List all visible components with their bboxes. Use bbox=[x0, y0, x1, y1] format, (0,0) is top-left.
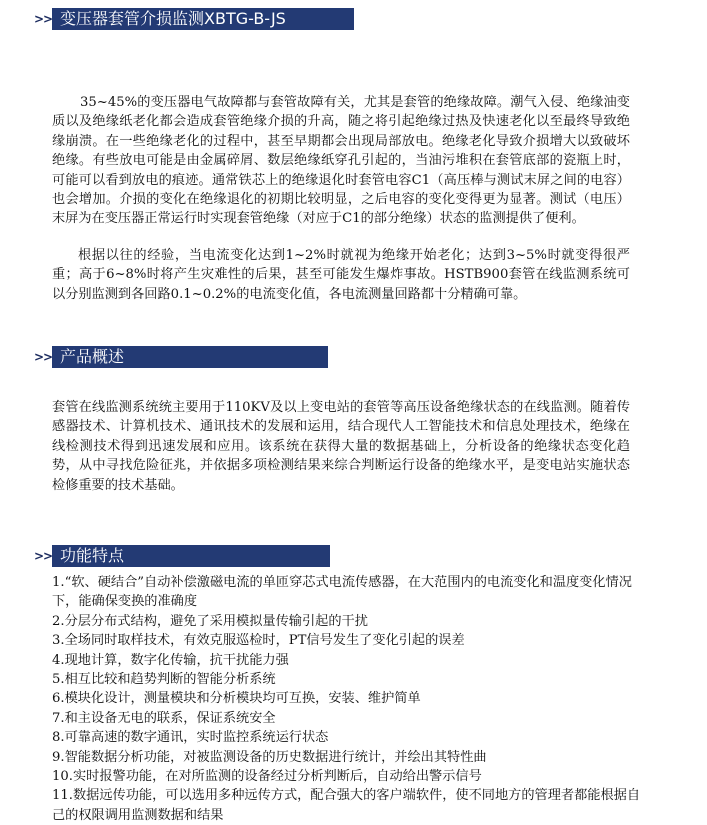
chevron-right-icon: >> bbox=[34, 12, 53, 26]
feature-item: 11.数据远传功能，可以选用多种远传方式，配合强大的客户端软件，使不同地方的管理者都能根据自己的权限调用监测数据和结果 bbox=[52, 788, 641, 823]
feature-item: 2.分层分布式结构，避免了采用模拟量传输引起的干扰 bbox=[52, 613, 368, 629]
feature-item: 7.和主设备无电的联系，保证系统安全 bbox=[52, 710, 276, 726]
intro-paragraph-1: 35~45%的变压器电气故障都与套管故障有关，尤其是套管的绝缘故障。潮气入侵、绝缘油变质以及绝缘纸老化都会造成套管绝缘介损的升高，随之将引起绝缘过热及快速老化以至最终导致绝缘崩溃。在一些绝缘老化的过程中，甚至早期都会出现局部放电。绝缘老化导致介损增大以致破坏绝缘。有些放电可能是由金属碎屑、数层绝缘纸穿孔引起的，当油污堆积在套管底部的瓷瓶上时，可能可以看到放电的痕迹。通常铁芯上的绝缘退化时套管电容C1（高压棒与测试末屏之间的电容）也会增加。介损的变化在绝缘退化的初期比较明显，之后电容的变化变得更为显著。测试（电压）末屏为在变压器正常运行时实现套管绝缘（对应于C1的部分绝缘）状态的监测提供了便利。 bbox=[52, 95, 630, 227]
intro-paragraph-2: 根据以往的经验，当电流变化达到1~2%时就视为绝缘开始老化；达到3~5%时就变得很严重；高于6~8%时将产生灾难性的后果，甚至可能发生爆炸事故。HSTB900套管在线监测系统可以分别监测到各回路0.1~0.2%的电流变化值，各电流测量回路都十分精确可靠。 bbox=[52, 248, 630, 302]
feature-item: 6.模块化设计，测量模块和分析模块均可互换，安装、维护简单 bbox=[52, 691, 421, 707]
section-header-monitor bbox=[34, 8, 354, 30]
section-header-features bbox=[34, 545, 330, 567]
feature-item: 5.相互比较和趋势判断的智能分析系统 bbox=[52, 672, 276, 688]
chevron-right-icon: >> bbox=[34, 350, 53, 364]
section-header-overview bbox=[34, 346, 328, 368]
feature-item: 4.现地计算，数字化传输，抗干扰能力强 bbox=[52, 652, 289, 668]
feature-item: 1.“软、硬结合”自动补偿激磁电流的单匝穿芯式电流传感器，在大范围内的电流变化和温度变化情况下，能确保变换的准确度 bbox=[52, 575, 632, 610]
feature-item: 8.可靠高速的数字通讯，实时监控系统运行状态 bbox=[52, 730, 329, 746]
overview-paragraph: 套管在线监测系统统主要用于110KV及以上变电站的套管等高压设备绝缘状态的在线监测。随着传感器技术、计算机技术、通讯技术的发展和运用，结合现代人工智能技术和信息处理技术，绝缘在线检测技术得到迅速发展和应用。该系统在获得大量的数据基础上，分析设备的绝缘状态变化趋势，从中寻找危险征兆，并依据多项检测结果来综合判断运行设备的绝缘水平，是变电站实施状态检修重要的技术基础。 bbox=[52, 400, 630, 493]
section-title-features: 功能特点 bbox=[52, 545, 330, 567]
feature-item: 9.智能数据分析功能，对被监测设备的历史数据进行统计，并绘出其特性曲 bbox=[52, 749, 487, 765]
chevron-right-icon: >> bbox=[34, 549, 53, 563]
feature-item: 10.实时报警功能，在对所监测的设备经过分析判断后，自动给出警示信号 bbox=[52, 769, 482, 785]
feature-list bbox=[52, 573, 642, 825]
section-title-monitor: 变压器套管介损监测XBTG-B-JS bbox=[52, 8, 354, 30]
section-title-overview: 产品概述 bbox=[52, 346, 328, 368]
feature-item: 3.全场同时取样技术，有效克服巡检时，PT信号发生了变化引起的误差 bbox=[52, 633, 465, 649]
